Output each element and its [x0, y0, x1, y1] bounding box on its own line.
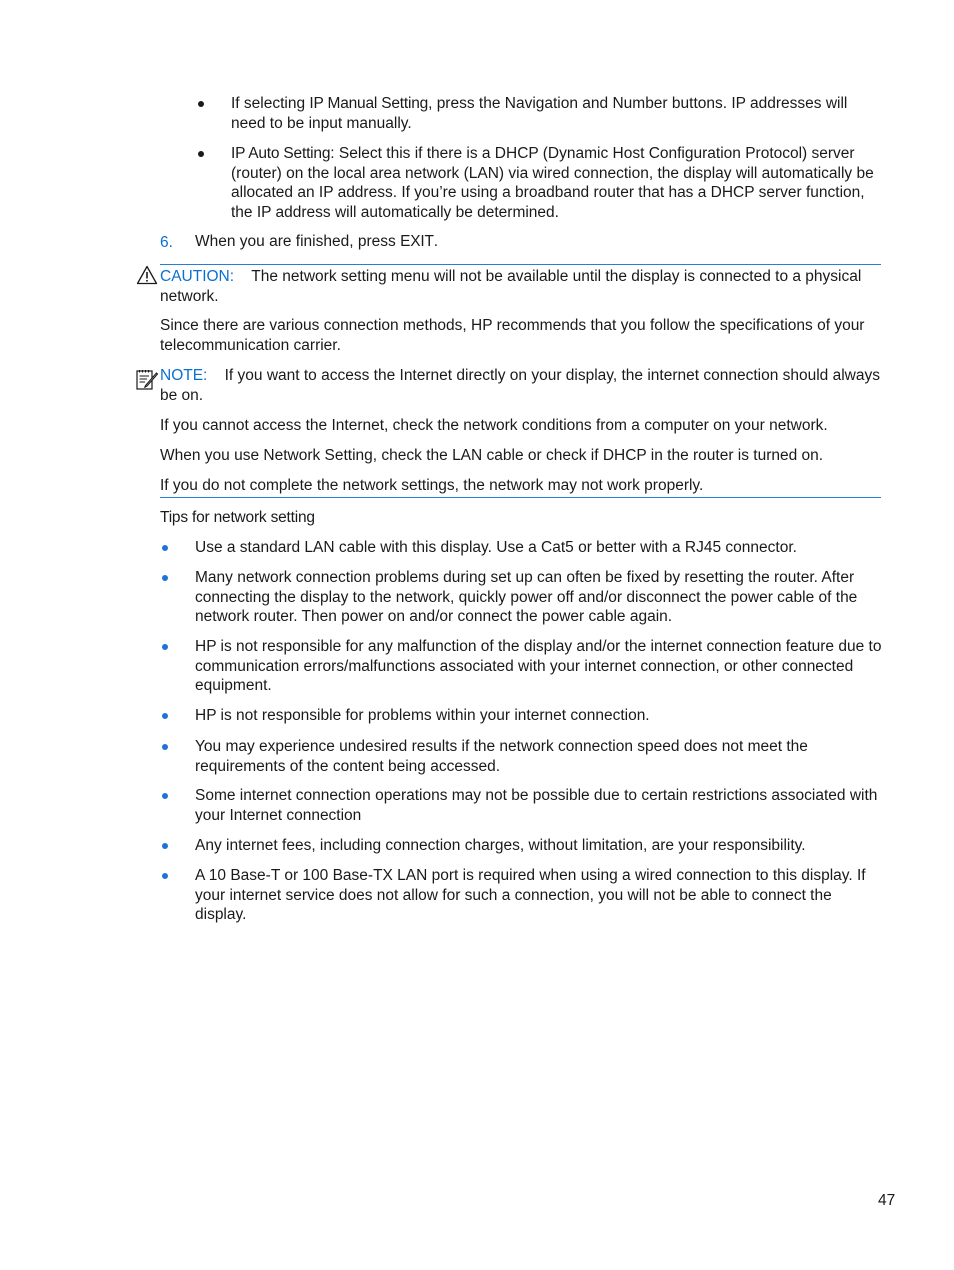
step-6-text	[195, 232, 885, 252]
tip-bullet-marker	[162, 545, 168, 551]
caution-text	[160, 267, 882, 306]
warning-triangle-icon	[136, 265, 158, 285]
tips-heading: Tips for network setting	[160, 509, 315, 526]
sub-bullet-text: : Select this if there is a DHCP (Dynamic Host Configuration Protocol) server (router) on the local area network (LAN) via wired connection, the display will automatically be allocated an IP address. If you’re using a broadband router that has a DHCP server function, the IP address will automatically be determined.	[231, 145, 874, 221]
note-paragraph-2: If you cannot access the Internet, check the network conditions from a computer on your network.	[160, 417, 828, 434]
tip-item: Many network connection problems during set up can often be fixed by resetting the router. After connecting the display to the network, quickly power off and/or disconnect the power cable of the network router. Then power on and/or connect the power cable again.	[195, 569, 858, 625]
sub-bullet-text: , press the Navigation and Number buttons. IP addresses will need to be input manually.	[231, 95, 848, 132]
sub-bullet-ip-manual	[231, 94, 886, 133]
ui-term: IP Auto Setting	[231, 145, 331, 162]
sub-bullet-text: If selecting	[231, 95, 310, 112]
tip-bullet-marker	[162, 873, 168, 879]
tip-item: Some internet connection operations may not be possible due to certain restrictions associated with your Internet connection	[195, 787, 878, 824]
sub-bullet-marker	[198, 151, 204, 157]
tip-bullet-marker	[162, 744, 168, 750]
page-number: 47	[878, 1192, 896, 1209]
note-body: If you want to access the Internet directly on your display, the internet connection should always be on.	[160, 367, 880, 404]
note-label: NOTE:	[160, 367, 208, 384]
tip-bullet-marker	[162, 644, 168, 650]
tip-item: HP is not responsible for problems within your internet connection.	[195, 707, 650, 724]
sub-bullet-ip-auto	[231, 144, 886, 222]
note-paragraph-3: When you use Network Setting, check the LAN cable or check if DHCP in the router is turned on.	[160, 447, 824, 464]
note-paragraph-4: If you do not complete the network settings, the network may not work properly.	[160, 477, 704, 494]
tip-item: HP is not responsible for any malfunction of the display and/or the internet connection feature due to communication errors/malfunctions associated with your internet connection, or other connected equipment.	[195, 638, 882, 694]
note-pad-icon	[135, 368, 159, 392]
tip-item: A 10 Base-T or 100 Base-TX LAN port is required when using a wired connection to this display. If your internet service does not allow for such a connection, you will not be able to connect the display.	[195, 867, 866, 923]
tip-item: You may experience undesired results if the network connection speed does not meet the requirements of the content being accessed.	[195, 738, 808, 775]
note-text	[160, 366, 882, 405]
caution-body: The network setting menu will not be available until the display is connected to a physical network.	[160, 268, 862, 305]
tip-bullet-marker	[162, 843, 168, 849]
caution-label: CAUTION:	[160, 268, 235, 285]
tip-bullet-marker	[162, 713, 168, 719]
tip-bullet-marker	[162, 575, 168, 581]
caution-top-rule	[160, 264, 881, 265]
step-text: When you are finished, press	[195, 233, 401, 250]
tip-item: Use a standard LAN cable with this display. Use a Cat5 or better with a RJ45 connector.	[195, 539, 797, 556]
sub-bullet-marker	[198, 101, 204, 107]
caution-paragraph: Since there are various connection methods, HP recommends that you follow the specifications of your telecommunication carrier.	[160, 317, 865, 354]
tip-item: Any internet fees, including connection charges, without limitation, are your responsibility.	[195, 837, 806, 854]
step-text: .	[433, 233, 439, 250]
ui-term: IP Manual Setting	[309, 95, 429, 112]
tip-bullet-marker	[162, 793, 168, 799]
ui-term: EXIT	[400, 233, 434, 250]
step-number: 6.	[160, 234, 173, 251]
note-bottom-rule	[160, 497, 881, 498]
